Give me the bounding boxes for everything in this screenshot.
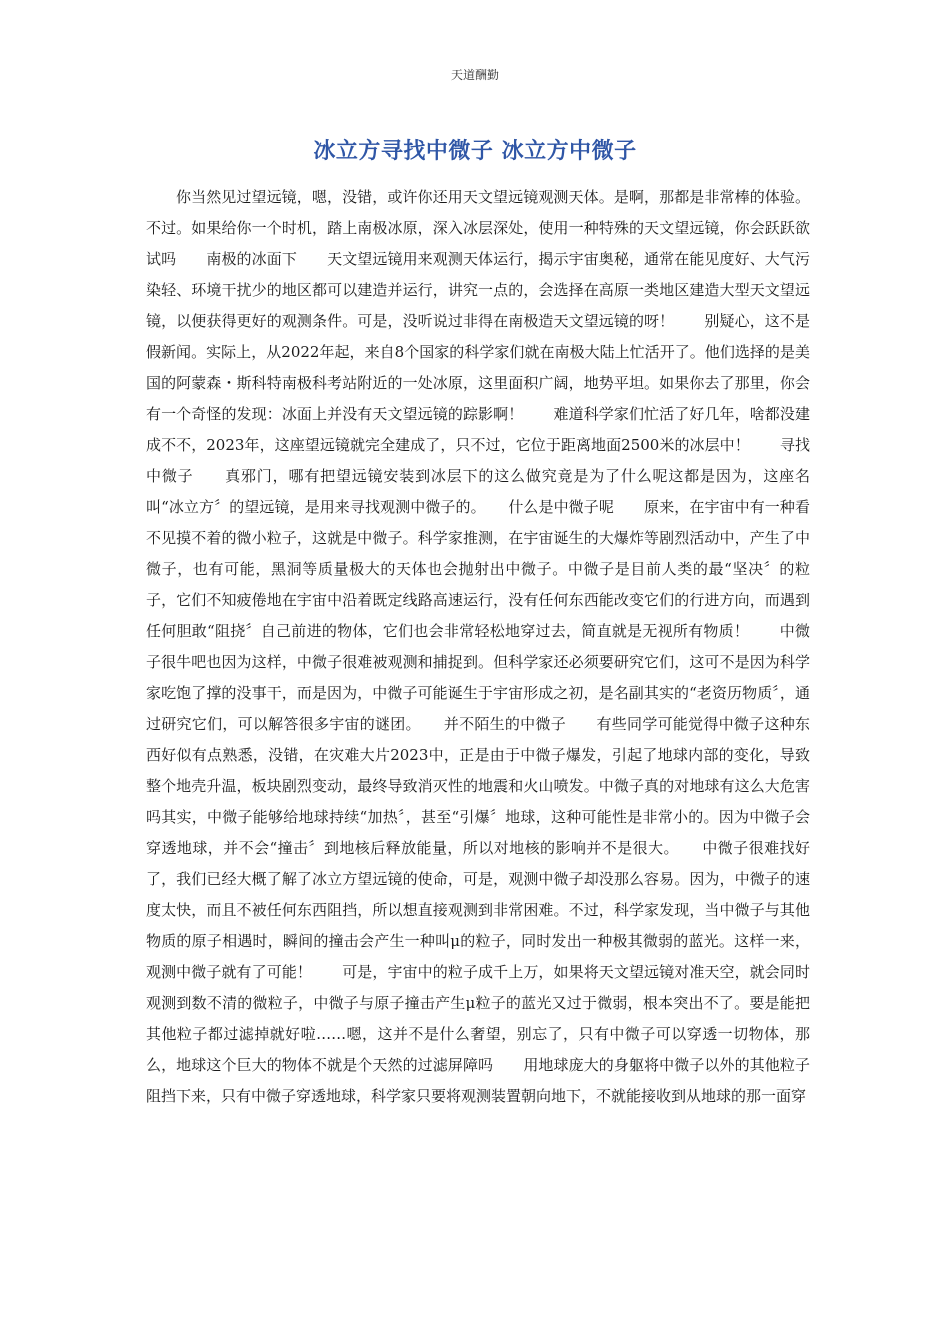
article-body bbox=[146, 182, 810, 1112]
page-header: 天道酬勤 bbox=[450, 68, 499, 82]
article-paragraph: 你当然见过望远镜，嗯，没错，或许你还用天文望远镜观测天体。是啊，那都是非常棒的体验。不过。如果给你一个时机，踏上南极冰原，深入冰层深处，使用一种特殊的天文望远镜，你会跃跃欲试吗 南极的冰面下 天文望远镜用来观测天体运行，揭示宇宙奥秘，通常在能见度好、大气污染轻、环境干扰少的地区都可以建造并运行，讲究一点的，会选择在高原一类地区建造大型天文望远镜，以便获得更好的观测条件。可是，没听说过非得在南极造天文望远镜的呀！ 别疑心，这不是假新闻。实际上，从2022年起，来自8个国家的科学家们就在南极大陆上忙活开了。他们选择的是美国的阿蒙森・斯科特南极科考站附近的一处冰原，这里面积广阔，地势平坦。如果你去了那里，你会有一个奇怪的发现：冰面上并没有天文望远镜的踪影啊！ 难道科学家们忙活了好几年，啥都没建成不不，2023年，这座望远镜就完全建成了，只不过，它位于距离地面2500米的冰层中！ 寻找中微子 真邪门，哪有把望远镜安装到冰层下的这么做究竟是为了什么呢这都是因为，这座名叫“冰立方〞的望远镜，是用来寻找观测中微子的。 什么是中微子呢 原来，在宇宙中有一种看不见摸不着的微小粒子，这就是中微子。科学家推测，在宇宙诞生的大爆炸等剧烈活动中，产生了中微子，也有可能，黑洞等质量极大的天体也会抛射出中微子。中微子是目前人类的最“坚决〞的粒子，它们不知疲倦地在宇宙中沿着既定线路高速运行，没有任何东西能改变它们的行进方向，而遇到任何胆敢“阻挠〞自己前进的物体，它们也会非常轻松地穿过去，简直就是无视所有物质！ 中微子很牛吧也因为这样，中微子很难被观测和捕捉到。但科学家还必须要研究它们，这可不是因为科学家吃饱了撑的没事干，而是因为，中微子可能诞生于宇宙形成之初，是名副其实的“老资历物质〞，通过研究它们，可以解答很多宇宙的谜团。 并不陌生的中微子 有些同学可能觉得中微子这种东西好似有点熟悉，没错，在灾难大片2023中，正是由于中微子爆发，引起了地球内部的变化，导致整个地壳升温，板块剧烈变动，最终导致消灭性的地震和火山喷发。中微子真的对地球有这么大危害吗其实，中微子能够给地球持续“加热〞，甚至“引爆〞地球，这种可能性是非常小的。因为中微子会穿透地球，并不会“撞击〞到地核后释放能量，所以对地核的影响并不是很大。 中微子很难找好了，我们已经大概了解了冰立方望远镜的使命，可是，观测中微子却没那么容易。因为，中微子的速度太快，而且不被任何东西阻挡，所以想直接观测到非常困难。不过，科学家发现，当中微子与其他物质的原子相遇时，瞬间的撞击会产生一种叫μ的粒子，同时发出一种极其微弱的蓝光。这样一来，观测中微子就有了可能！ 可是，宇宙中的粒子成千上万，如果将天文望远镜对准天空，就会同时观测到数不清的微粒子，中微子与原子撞击产生μ粒子的蓝光又过于微弱，根本突出不了。要是能把其他粒子都过滤掉就好啦……嗯，这并不是什么奢望，别忘了，只有中微子可以穿透一切物体，那么，地球这个巨大的物体不就是个天然的过滤屏障吗 用地球庞大的身躯将中微子以外的其他粒子阻挡下来，只有中微子穿透地球，科学家只要将观测装置朝向地下，不就能接收到从地球的那一面穿 bbox=[146, 188, 810, 1105]
article-title: 冰立方寻找中微子 冰立方中微子 bbox=[313, 139, 637, 164]
